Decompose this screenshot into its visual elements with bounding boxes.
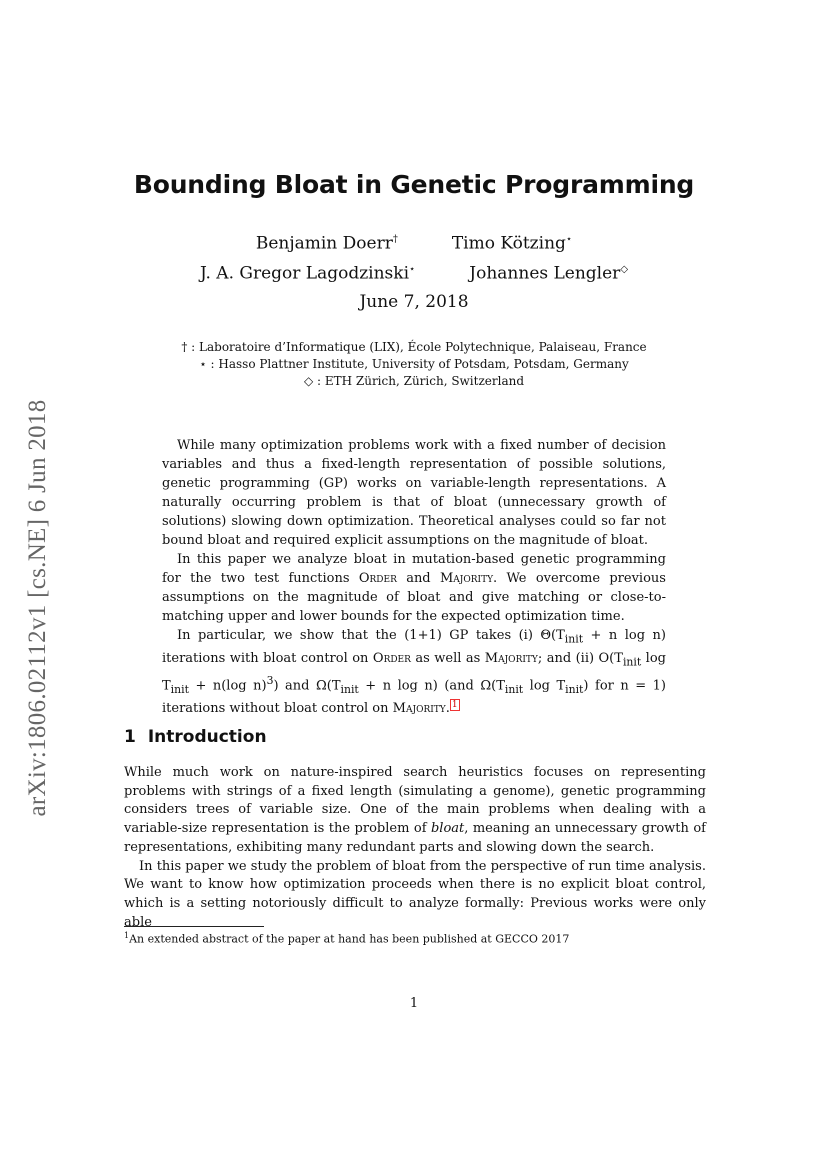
author-row bbox=[0, 227, 828, 257]
author: Timo Kötzing⋆ bbox=[451, 233, 573, 254]
author: Benjamin Doerr† bbox=[255, 233, 398, 254]
author: J. A. Gregor Lagodzinski⋆ bbox=[199, 263, 416, 284]
paper-title: Bounding Bloat in Genetic Programming bbox=[133, 170, 695, 199]
section-number: 1 bbox=[124, 727, 136, 747]
section-body bbox=[124, 764, 706, 932]
abstract-paragraph: While many optimization problems work with a fixed number of decision variables and thus a fixed-length representation of possible solutions, genetic programming (GP) works on variable-length representations. A naturally occurring problem is that of bloat (unnecessary growth of solutions) slowing down optimization. Theoretical analyses could so far not bound bloat and required explicit assumptions on the magnitude of bloat. bbox=[162, 438, 666, 548]
paper-date: June 7, 2018 bbox=[359, 292, 469, 312]
abstract-paragraph: In this paper we analyze bloat in mutation-based genetic programming for the two test functions Order and Majority. We overcome previous assumptions on the magnitude of bloat and give matching or close-to-matching upper and lower bounds for the expected optimization time. bbox=[162, 552, 666, 624]
author-block bbox=[0, 227, 828, 286]
footnote: $^1$An extended abstract of the paper at hand has been published at GECCO 2017 bbox=[124, 931, 570, 946]
author: Johannes Lengler◇ bbox=[469, 263, 629, 284]
footnote-rule bbox=[124, 926, 264, 927]
arxiv-id: arXiv:1806.02112v1 [cs.NE] 6 Jun 2018 bbox=[24, 398, 51, 817]
arxiv-sidebar-stamp bbox=[18, 375, 58, 840]
author-row bbox=[0, 257, 828, 287]
section-title: Introduction bbox=[147, 727, 267, 747]
section-heading bbox=[124, 727, 267, 747]
body-paragraph: In this paper we study the problem of bloat from the perspective of run time analysis. We want to know how optimization proceeds when there is no explicit bloat control, which is a setting notoriously difficult to analyze formally: Previous works were only able bbox=[124, 858, 706, 930]
footnote-link[interactable]: 1 bbox=[451, 699, 458, 710]
affiliations bbox=[0, 339, 828, 390]
body-paragraph: While much work on nature-inspired search heuristics focuses on representing problems with strings of a fixed length (simulating a genome), genetic programming considers trees of variable size. One of the main problems when dealing with a variable-size representation is the problem of bloat, meaning an unnecessary growth of representations, exhibiting many redundant parts and slowing down the search. bbox=[124, 765, 706, 855]
abstract bbox=[162, 436, 666, 718]
abstract-paragraph: In particular, we show that the (1+1) GP takes (i) $\Theta(T_{init} + n$ log n) iterations with bloat control on Order as well as Majority; and (ii) $O(T_{init}$ $\log T_{init} + n(\log$ n)$^3$) and $\Omega(T_{init} + n$ log n) (and $\Omega(T_{init}$ $\log T_{init}$) for n = 1) iterations without bloat control on Majority. $^1$ bbox=[162, 628, 667, 717]
page-number: 1 bbox=[409, 996, 419, 1011]
affiliation: ⋆ : Hasso Plattner Institute, University of Potsdam, Potsdam, Germany bbox=[199, 357, 629, 371]
affiliation: † : Laboratoire d’Informatique (LIX), École Polytechnique, Palaiseau, France bbox=[181, 340, 647, 354]
affiliation: ◇ : ETH Zürich, Zürich, Switzerland bbox=[303, 374, 525, 388]
